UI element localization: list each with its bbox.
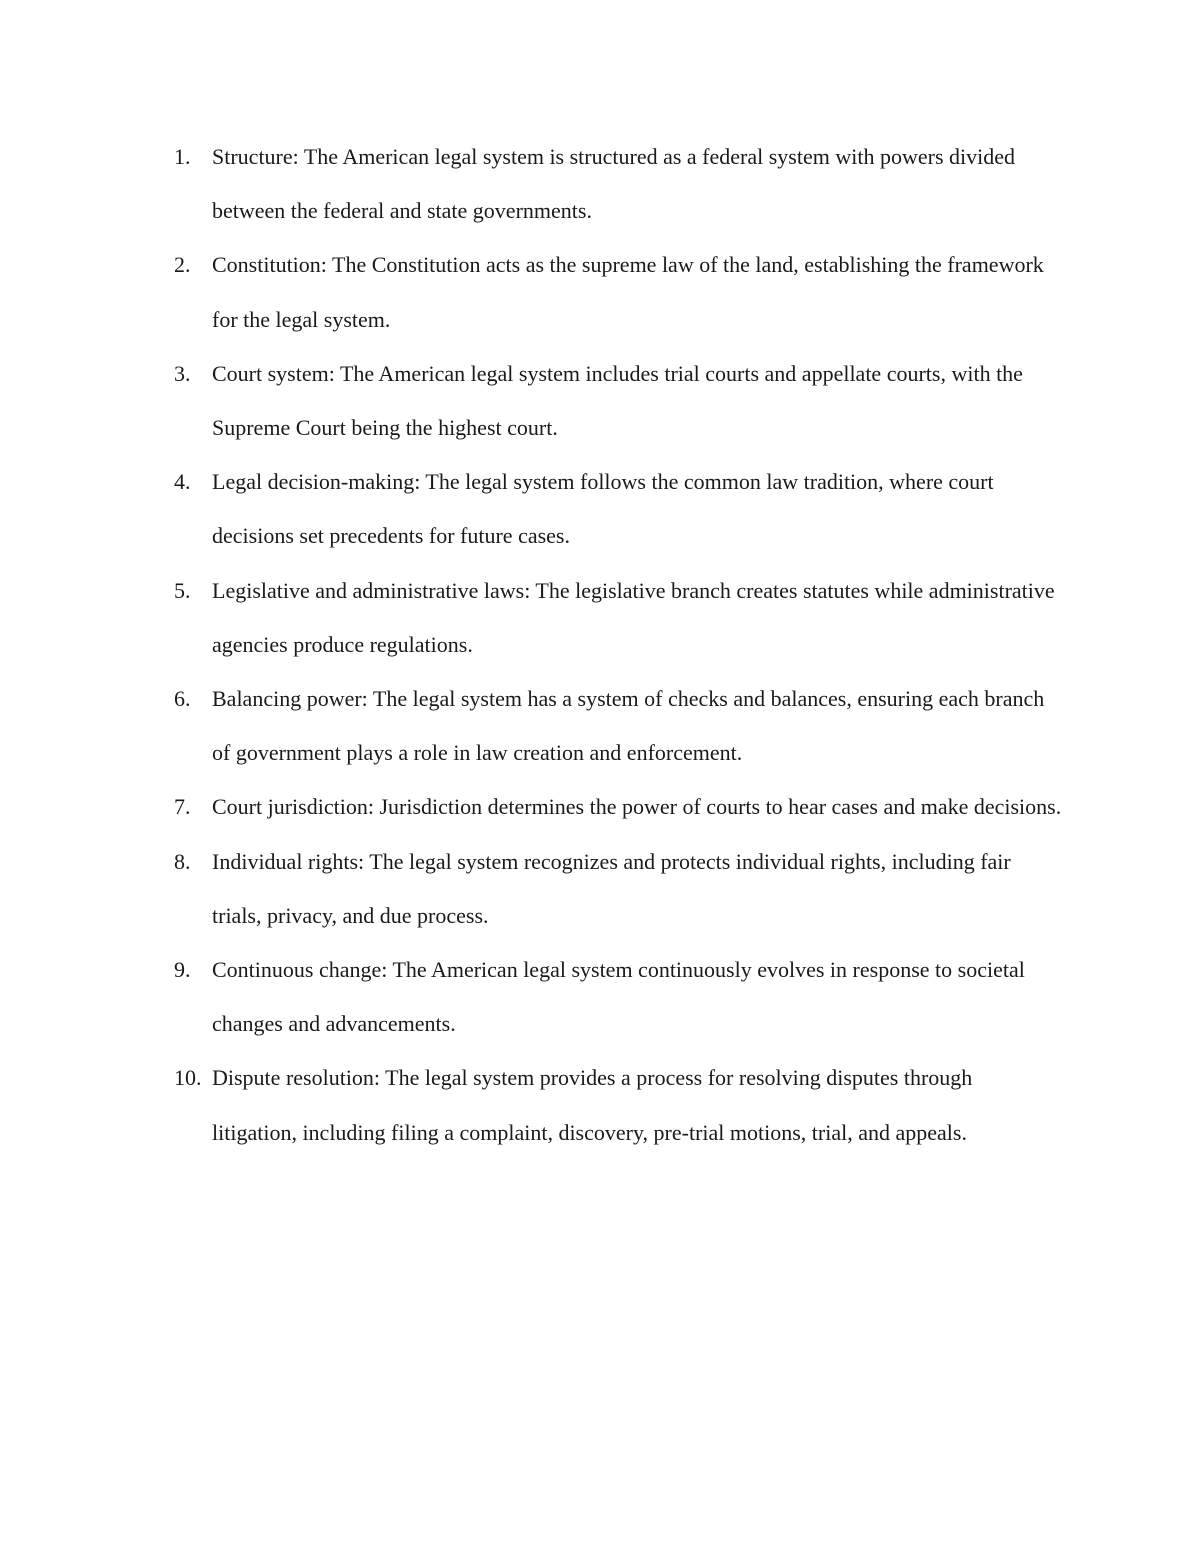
list-item bbox=[0, 564, 1062, 672]
list-item bbox=[0, 672, 1062, 780]
list-item-text: Legislative and administrative laws: The legislative branch creates statutes while administrative agencies produce regulations. bbox=[212, 577, 1055, 657]
list-item bbox=[0, 347, 1062, 455]
list-item-number: 2. bbox=[174, 252, 191, 278]
list-item bbox=[0, 455, 1062, 563]
list-item-number: 8. bbox=[174, 848, 191, 874]
list-item-number: 7. bbox=[174, 794, 191, 820]
list-item bbox=[0, 1051, 1062, 1159]
list-item-number: 5. bbox=[174, 577, 191, 603]
list-item bbox=[0, 780, 1062, 834]
list-item-text: Individual rights: The legal system recognizes and protects individual rights, including fair trials, privacy, and due process. bbox=[212, 848, 1011, 928]
list-item-number: 1. bbox=[174, 144, 191, 169]
list-item-text: Dispute resolution: The legal system provides a process for resolving disputes through litigation, including filing a complaint, discovery, pre-trial motions, trial, and appeals. bbox=[212, 1065, 973, 1145]
list-item-text: Legal decision-making: The legal system follows the common law tradition, where court decisions set precedents for future cases. bbox=[212, 469, 994, 549]
list-item-number: 6. bbox=[174, 686, 191, 712]
list-item bbox=[0, 835, 1062, 943]
list-item-number: 10. bbox=[174, 1065, 202, 1091]
list-item-text: Court system: The American legal system includes trial courts and appellate courts, with the Supreme Court being the highest court. bbox=[212, 360, 1023, 441]
list-item-text: Constitution: The Constitution acts as the supreme law of the land, establishing the framework for the legal system. bbox=[212, 252, 1044, 332]
list-item-number: 4. bbox=[174, 469, 191, 495]
list-item-number: 3. bbox=[174, 360, 191, 386]
list-item-number: 9. bbox=[174, 957, 191, 983]
list-item bbox=[0, 238, 1062, 346]
list-item bbox=[0, 130, 1062, 238]
numbered-list bbox=[0, 130, 1200, 1160]
list-item-text: Structure: The American legal system is structured as a federal system with powers divided between the federal and state governments. bbox=[212, 144, 1015, 224]
list-item-text: Balancing power: The legal system has a system of checks and balances, ensuring each branch of government plays a role in law creation and enforcement. bbox=[212, 686, 1045, 766]
list-item-text: Continuous change: The American legal system continuously evolves in response to societal changes and advancements. bbox=[212, 957, 1025, 1037]
list-item-text: Court jurisdiction: Jurisdiction determines the power of courts to hear cases and make decisions. bbox=[212, 794, 1062, 820]
list-item bbox=[0, 943, 1062, 1051]
